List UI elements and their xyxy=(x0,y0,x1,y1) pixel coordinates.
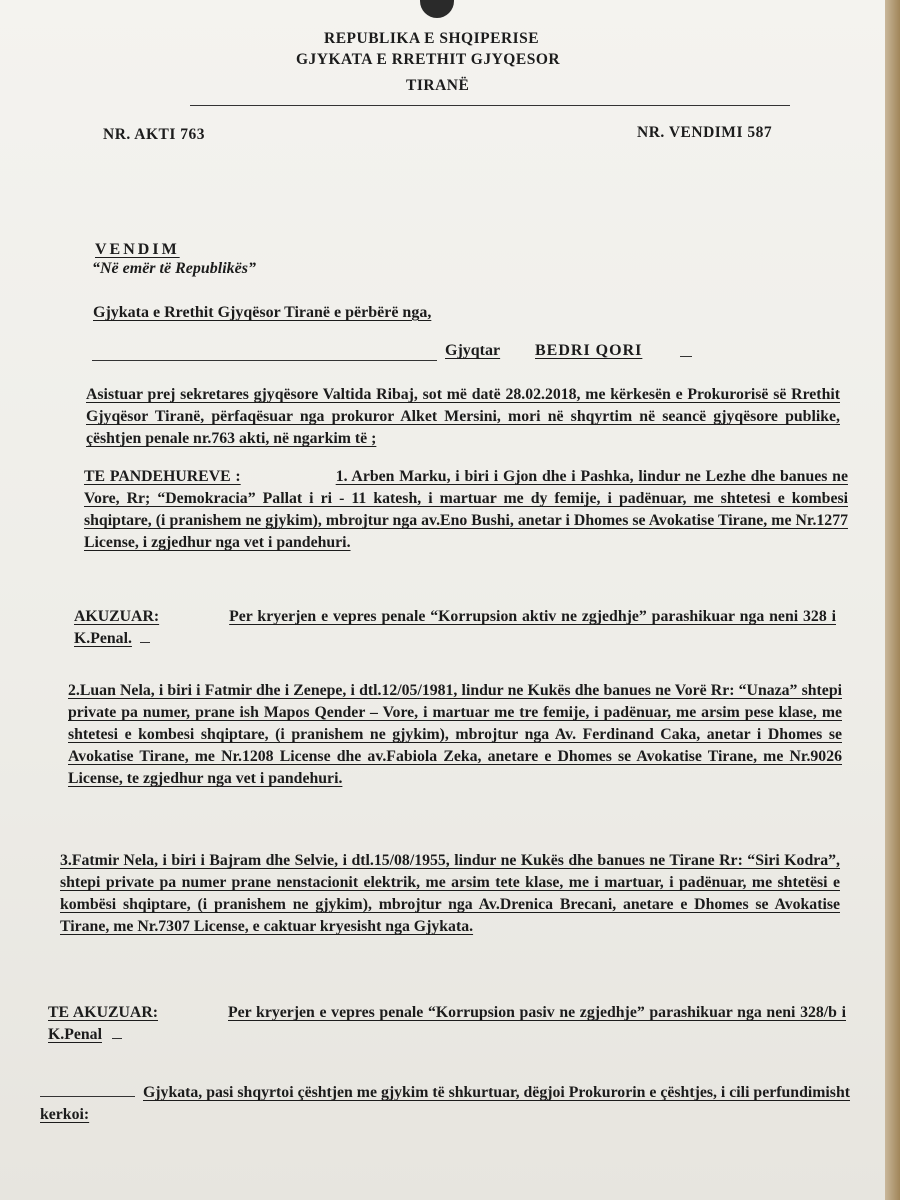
header-divider xyxy=(190,105,790,106)
judge-blank-line xyxy=(92,360,437,361)
header-city: TIRANË xyxy=(406,77,470,94)
judge-name: BEDRI QORI xyxy=(535,342,643,359)
accusation-2-text: Per kryerjen e vepres penale “Korrupsion pasiv ne zgjedhje” parashikuar nga neni 328/b i K.Penal xyxy=(48,1004,846,1043)
vendim-number: NR. VENDIMI 587 xyxy=(637,124,773,141)
closing-text: Gjykata, pasi shqyrtoi çështjen me gjykim të shkurtuar, dëgjoi Prokurorin e çështjes, i cili perfundimisht kerkoi: xyxy=(40,1084,850,1123)
accusation-2-label: TE AKUZUAR: xyxy=(48,1004,158,1021)
decision-title: VENDIM xyxy=(95,241,180,258)
accusation-1-tail xyxy=(140,641,150,643)
accusation-1-text: Per kryerjen e vepres penale “Korrupsion aktiv ne zgjedhje” parashikuar nga neni 328 i K.Penal. xyxy=(74,608,836,647)
akt-number: NR. AKTI 763 xyxy=(103,126,206,143)
defendant-1-block xyxy=(84,466,848,554)
assisted-paragraph: Asistuar prej sekretares gjyqësore Valtida Ribaj, sot më datë 28.02.2018, me kërkesën e Prokurorisë së Rrethit Gjyqësor Tiranë, përfaqësuar nga prokuror Alket Mersini, mori në shqyrtim në seancë gjyqësore publike, çështjen penale nr.763 akti, në ngarkim të ; xyxy=(86,386,840,447)
judge-role: Gjyqtar xyxy=(445,342,501,359)
accusation-2-block xyxy=(48,1002,846,1046)
accusation-1-block xyxy=(74,606,836,650)
header-court: GJYKATA E RRETHIT GJYQESOR xyxy=(296,51,561,68)
defendant-1-text: 1. Arben Marku, i biri i Gjon dhe i Pashka, lindur ne Lezhe dhe banues ne Vore, Rr; “Demokracia” Pallat i ri - 11 katesh, i martuar me dy femije, i padënuar, me shtetesi e kombesi shqiptare, (i pranishem ne gjykim), mbrojtur nga av.Eno Bushi, anetar i Dhomes se Avokatise Tirane, me Nr.1277 License, i zgjedhur nga vet i pandehuri. xyxy=(84,468,848,551)
defendant-2-block: 2.Luan Nela, i biri i Fatmir dhe i Zenepe, i dtl.12/05/1981, lindur ne Kukës dhe banues ne Vorë Rr: “Unaza” shtepi private pa numer, prane ish Mapos Qender – Vore, i martuar me tre femije, i padënuar, me arsim pese klase, me shtetesi e kombesi shqiptare, (i pranishem ne gjykim), mbrojtur nga Av. Ferdinand Caka, anetar i Dhomes se Avokatise Tirane, me Nr.1208 License dhe av.Fabiola Zeka, anetare e Dhomes se Avokatise Tirane, me Nr.9026 License, te zgjedhur nga vet i pandehuri. xyxy=(68,682,842,787)
table-edge xyxy=(885,0,900,1200)
court-composition: Gjykata e Rrethit Gjyqësor Tiranë e përbërë nga, xyxy=(93,304,432,321)
decision-subtitle: “Në emër të Republikës” xyxy=(92,260,256,277)
defendant-3-block: 3.Fatmir Nela, i biri i Bajram dhe Selvie, i dtl.15/08/1955, lindur ne Kukës dhe banues ne Tirane Rr: “Siri Kodra”, shtepi private pa numer prane nenstacionit elektrik, me arsim tete klase, me i martuar, i padënuar, me shtetësi e kombësi shqiptare, (i pranishem ne gjykim), mbrojtur nga Av.Drenica Brecani, anetare e Dhomes se Avokatise Tirane, me Nr.7307 License, e caktuar kryesisht nga Gjykata. xyxy=(60,852,840,935)
accusation-2-tail xyxy=(112,1037,122,1039)
closing-indent-line xyxy=(40,1095,135,1097)
accusation-1-label: AKUZUAR: xyxy=(74,608,160,625)
judge-tail-line xyxy=(680,356,692,357)
defendants-heading: TE PANDEHUREVE : xyxy=(84,468,241,485)
closing-block xyxy=(40,1082,850,1126)
header-republic: REPUBLIKA E SHQIPERISE xyxy=(324,30,540,47)
